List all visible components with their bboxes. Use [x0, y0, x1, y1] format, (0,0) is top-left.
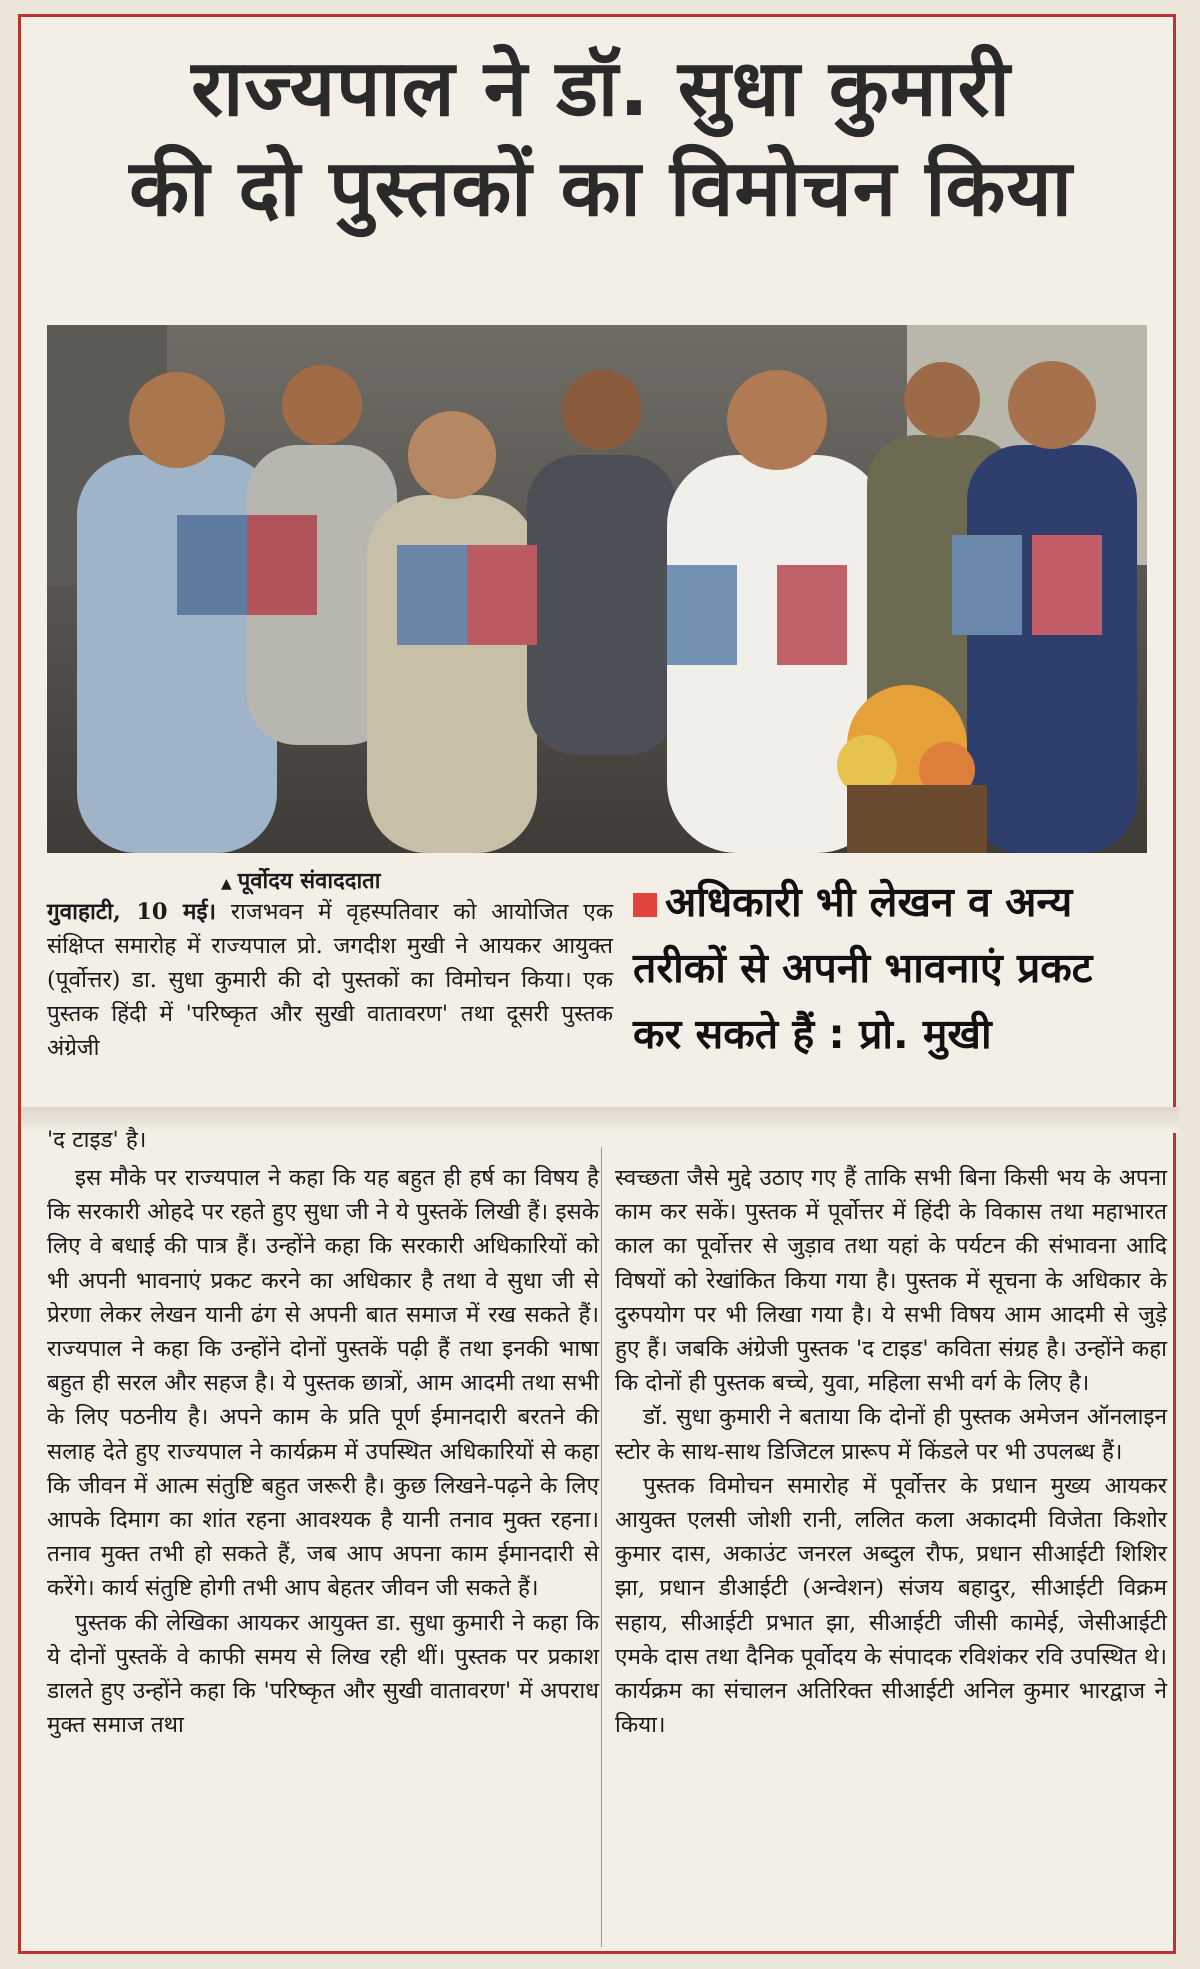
paragraph: स्वच्छता जैसे मुद्दे उठाए गए हैं ताकि सभी बिना किसी भय के अपना काम कर सकें। पुस्तक में पूर्वोत्तर में हिंदी के विकास तथा महाभारत काल का पूर्वोत्तर से जुड़ाव तथा यहां के पर्यटन की संभावना आदि विषयों को रेखांकित किया गया है। पुस्तक में सूचना के अधिकार के दुरुपयोग पर भी लिखा गया है। ये सभी विषय आम आदमी से जुड़े हुए हैं। जबकि अंग्रेजी पुस्तक 'द टाइड' कविता संग्रह है। उन्होंने कहा कि दोनों ही पुस्तक बच्चे, युवा, महिला सभी वर्ग के लिए है।: [615, 1165, 1167, 1397]
paragraph: इस मौके पर राज्यपाल ने कहा कि यह बहुत ही हर्ष का विषय है कि सरकारी ओहदे पर रहते हुए सुधा जी ने ये पुस्तकें लिखी हैं। इसके लिए वे बधाई की पात्र हैं। उन्होंने कहा कि सरकारी अधिकारियों को भी अपनी भावनाएं प्रकट करने का अधिकार है तथा वे सुधा जी से प्रेरणा लेकर लेखन यानी ढंग से अपनी बात समाज में रख सकते हैं। राज्यपाल ने कहा कि उन्होंने दोनों पुस्तकें पढ़ी हैं तथा इनकी भाषा बहुत ही सरल और सहज है। ये पुस्तक छात्रों, आम आदमी तथा सभी के लिए पठनीय है। अपने काम के प्रति पूर्ण ईमानदारी बरतने की सलाह देते हुए राज्यपाल ने कार्यक्रम में उपस्थित अधिकारियों से कहा कि जीवन में आत्म संतुष्टि बहुत जरूरी है। कुछ लिखने-पढ़ने के लिए आपके दिमाग का शांत रहना आवश्यक है यानी तनाव मुक्त रहना। तनाव मुक्त तभी हो सकते हैं, जब आप अपना काम ईमानदारी से करेंगे। कार्य संतुष्टि होगी तभी आप बेहतर जीवन जी सकते हैं।: [47, 1165, 599, 1602]
pull-quote-text: अधिकारी भी लेखन व अन्य तरीकों से अपनी भावनाएं प्रकट कर सकते हैं : प्रो. मुखी: [633, 878, 1093, 1058]
headline-line-2: की दो पुस्तकों का विमोचन किया: [129, 144, 1073, 234]
headline-line-1: राज्यपाल ने डॉ. सुधा कुमारी: [191, 44, 1011, 134]
intro-paragraph: [47, 895, 613, 1065]
newspaper-clipping: [18, 14, 1176, 1954]
triangle-marker-icon: ▲: [221, 876, 232, 892]
news-photo: [47, 325, 1147, 853]
paragraph: पुस्तक विमोचन समारोह में पूर्वोत्तर के प्रधान मुख्य आयकर आयुक्त एलसी जोशी रानी, ललित कला अकादमी विजेता किशोर कुमार दास, अकाउंट जनरल अब्दुल रौफ, प्रधान सीआईटी शिशिर झा, प्रधान डीआईटी (अन्वेशन) संजय बहादुर, सीआईटी विक्रम सहाय, सीआईटी प्रभात झा, सीआईटी जीसी कामेई, जेसीआईटी एमके दास तथा दैनिक पूर्वोदय के संपादक रविशंकर रवि उपस्थित थे। कार्यक्रम का संचालन अतिरिक्त सीआईटी अनिल कुमार भारद्वाज ने किया।: [615, 1472, 1167, 1739]
article-column-1: [47, 1161, 599, 1742]
column-divider: [601, 1147, 602, 1947]
byline: [221, 865, 380, 895]
red-square-icon: [633, 893, 657, 917]
photo-of-book-launch-icon: [47, 325, 1147, 853]
paragraph: डॉ. सुधा कुमारी ने बताया कि दोनों ही पुस्तक अमेजन ऑनलाइन स्टोर के साथ-साथ डिजिटल प्रारूप में किंडले पर भी उपलब्ध हैं।: [615, 1404, 1167, 1465]
intro-tail: 'द टाइड' है।: [47, 1127, 147, 1153]
pull-quote: [633, 869, 1143, 1067]
intro-text: राजभवन में वृहस्पतिवार को आयोजित एक संक्षिप्त समारोह में राज्यपाल प्रो. जगदीश मुखी ने आयकर आयुक्त (पूर्वोत्तर) डा. सुधा कुमारी की दो पुस्तकों का विमोचन किया। एक पुस्तक हिंदी में 'परिष्कृत और सुखी वातावरण' तथा दूसरी पुस्तक अंग्रेजी: [47, 899, 613, 1061]
headline: [61, 39, 1141, 239]
article-column-2: [615, 1161, 1167, 1742]
dateline: गुवाहाटी, 10 मई।: [47, 899, 217, 925]
paragraph: पुस्तक की लेखिका आयकर आयुक्त डा. सुधा कुमारी ने कहा कि ये दोनों पुस्तकें वे काफी समय से लिख रही थीं। पुस्तक पर प्रकाश डालते हुए उन्होंने कहा कि 'परिष्कृत और सुखी वातावरण' में अपराध मुक्त समाज तथा: [47, 1609, 599, 1739]
paper-fold: [21, 1107, 1179, 1133]
byline-text: पूर्वोदय संवाददाता: [237, 869, 381, 894]
